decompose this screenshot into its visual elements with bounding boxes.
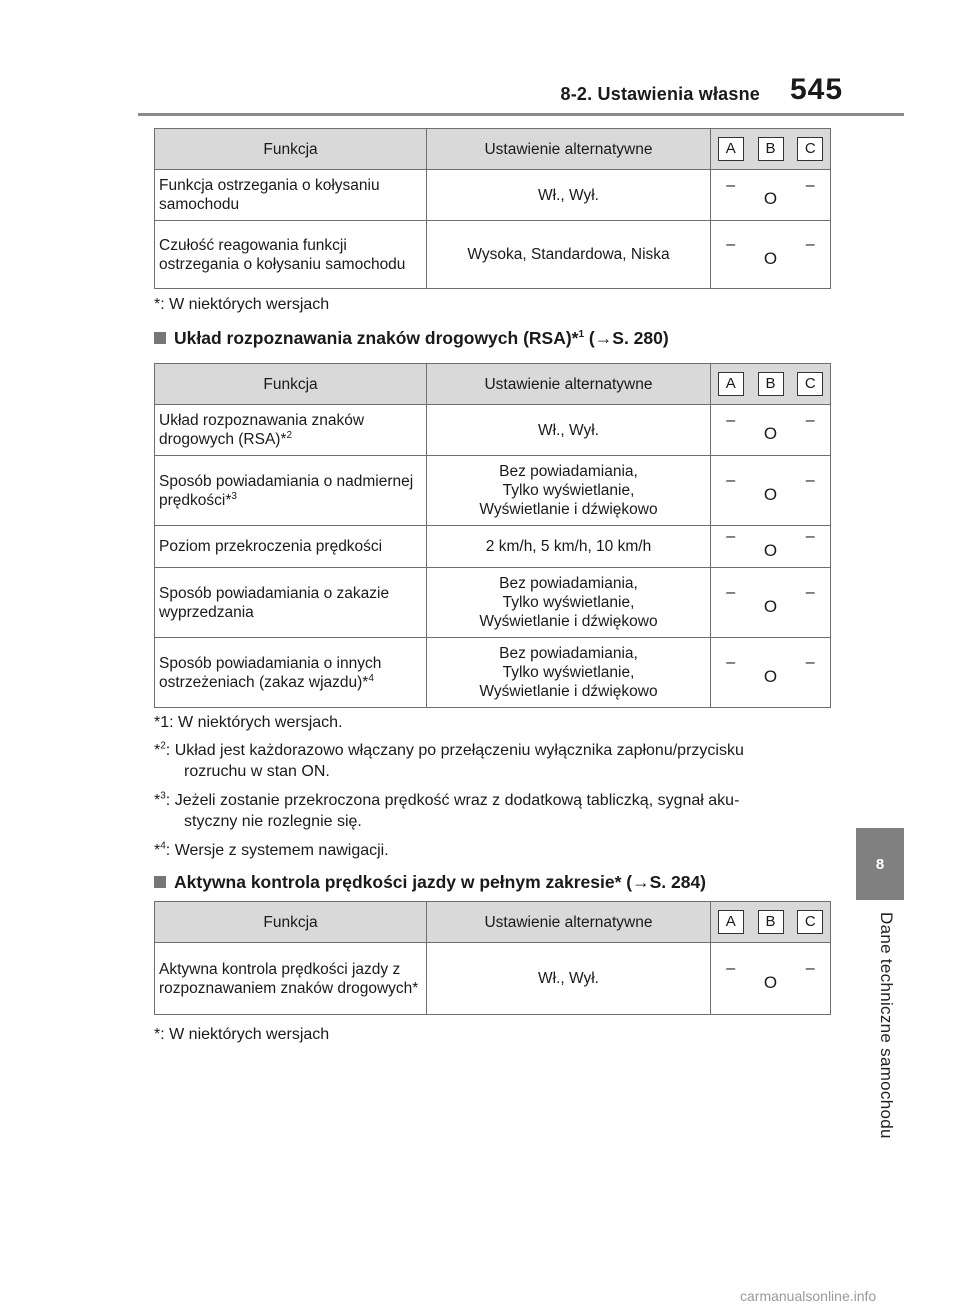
table-row	[155, 943, 831, 1015]
col-c: C	[797, 372, 823, 396]
footnote-4: *$^4$: Wersje z systemem nawigacji.	[154, 840, 389, 859]
circle-mark: O	[763, 596, 778, 616]
row-function: Poziom przekroczenia prędkości	[155, 526, 427, 568]
col-function: Funkcja	[155, 902, 427, 943]
col-b: B	[758, 910, 784, 934]
col-alternative: Ustawienie alternatywne	[427, 902, 711, 943]
col-function: Funkcja	[155, 364, 427, 405]
table-header	[155, 129, 831, 170]
section-heading-rsa: Układ rozpoznawania znaków drogowych (RSA)*$^1$ (→S. 280)	[154, 328, 854, 349]
section-title: 8-2. Ustawienia własne	[560, 84, 760, 104]
dash-mark: –	[805, 411, 815, 429]
dash-mark: –	[726, 236, 736, 253]
settings-table-2	[154, 363, 831, 708]
circle-mark: O	[763, 248, 778, 268]
header-rule	[138, 113, 904, 116]
page-number: 545	[790, 73, 844, 106]
circle-mark: O	[763, 540, 778, 560]
footnote-2: *$^2$: Układ jest każdorazowo włączany po przełączeniu wyłącznika zapłonu/przycisku rozruchu w stan ON.	[154, 740, 744, 780]
row-alternative: Bez powiadamiania, Tylko wyświetlanie, Wyświetlanie i dźwiękowo	[427, 638, 711, 708]
table-row	[155, 568, 831, 638]
watermark: carmanualsonline.info	[740, 1288, 877, 1304]
row-alternative: Bez powiadamiania, Tylko wyświetlanie, Wyświetlanie i dźwiękowo	[427, 568, 711, 638]
chapter-tab: 8	[856, 828, 904, 900]
col-c: C	[797, 910, 823, 934]
table-row	[155, 456, 831, 526]
dash-mark: –	[805, 528, 815, 545]
table-row	[155, 638, 831, 708]
table1-note: *: W niektórych wersjach	[154, 296, 330, 313]
square-bullet-icon	[154, 332, 166, 344]
dash-mark: –	[726, 584, 736, 601]
circle-mark: O	[763, 972, 778, 992]
circle-mark: O	[763, 484, 778, 504]
dash-mark: –	[726, 528, 736, 545]
dash-mark: –	[726, 176, 736, 194]
row-alternative: Wł., Wył.	[427, 943, 711, 1015]
col-a: A	[718, 137, 744, 161]
arrow-right-icon: →	[594, 328, 613, 348]
dash-mark: –	[726, 654, 736, 671]
col-a: A	[718, 910, 744, 934]
footnote-3: *$^3$: Jeżeli zostanie przekroczona prędkość wraz z dodatkową tabliczką, sygnał aku- styczny nie rozlegnie się.	[154, 790, 740, 830]
row-function: Czułość reagowania funkcji ostrzegania o kołysaniu samochodu	[155, 221, 427, 289]
settings-table-1	[154, 128, 831, 289]
arrow-right-icon: →	[632, 872, 650, 892]
col-c: C	[797, 137, 823, 161]
dash-mark: –	[726, 472, 736, 489]
col-a: A	[718, 372, 744, 396]
col-alternative: Ustawienie alternatywne	[427, 129, 711, 170]
circle-mark: O	[763, 424, 778, 443]
row-alternative: Wł., Wył.	[427, 170, 711, 221]
footnote-1: *1: W niektórych wersjach.	[154, 714, 343, 731]
table3-note: *: W niektórych wersjach	[154, 1026, 330, 1043]
dash-mark: –	[805, 236, 815, 253]
settings-table-3	[154, 901, 831, 1015]
square-bullet-icon	[154, 876, 166, 888]
section-heading-acc: Aktywna kontrola prędkości jazdy w pełnym zakresie* (→S. 284)	[154, 872, 854, 893]
dash-mark: –	[805, 472, 815, 489]
table-row	[155, 526, 831, 568]
dash-mark: –	[805, 584, 815, 601]
table-row	[155, 405, 831, 456]
dash-mark: –	[805, 960, 815, 977]
dash-mark: –	[805, 176, 815, 194]
dash-mark: –	[726, 411, 736, 429]
page-reference-link[interactable]: S. 284)	[649, 872, 707, 892]
circle-mark: O	[763, 189, 778, 208]
row-function: Sposób powiadamiania o nadmiernej prędkości*$^3$	[155, 456, 427, 526]
circle-mark: O	[763, 666, 778, 686]
dash-mark: –	[726, 960, 736, 977]
page-reference-link[interactable]: S. 280)	[612, 328, 669, 348]
row-function: Funkcja ostrzegania o kołysaniu samochodu	[155, 170, 427, 221]
dash-mark: –	[805, 654, 815, 671]
row-alternative: 2 km/h, 5 km/h, 10 km/h	[427, 526, 711, 568]
row-function: Aktywna kontrola prędkości jazdy z rozpoznawaniem znaków drogowych*	[155, 943, 427, 1015]
row-function: Układ rozpoznawania znaków drogowych (RSA)*$^2$	[155, 405, 427, 456]
row-alternative: Bez powiadamiania, Tylko wyświetlanie, Wyświetlanie i dźwiękowo	[427, 456, 711, 526]
col-b: B	[758, 372, 784, 396]
table-row	[155, 221, 831, 289]
row-function: Sposób powiadamiania o zakazie wyprzedzania	[155, 568, 427, 638]
chapter-label: Dane techniczne samochodu	[877, 912, 896, 1139]
row-alternative: Wysoka, Standardowa, Niska	[427, 221, 711, 289]
table-header	[155, 902, 831, 943]
table-row	[155, 170, 831, 221]
row-alternative: Wł., Wył.	[427, 405, 711, 456]
col-function: Funkcja	[155, 129, 427, 170]
row-function: Sposób powiadamiania o innych ostrzeżeniach (zakaz wjazdu)*$^4$	[155, 638, 427, 708]
table-header	[155, 364, 831, 405]
col-alternative: Ustawienie alternatywne	[427, 364, 711, 405]
col-b: B	[758, 137, 784, 161]
